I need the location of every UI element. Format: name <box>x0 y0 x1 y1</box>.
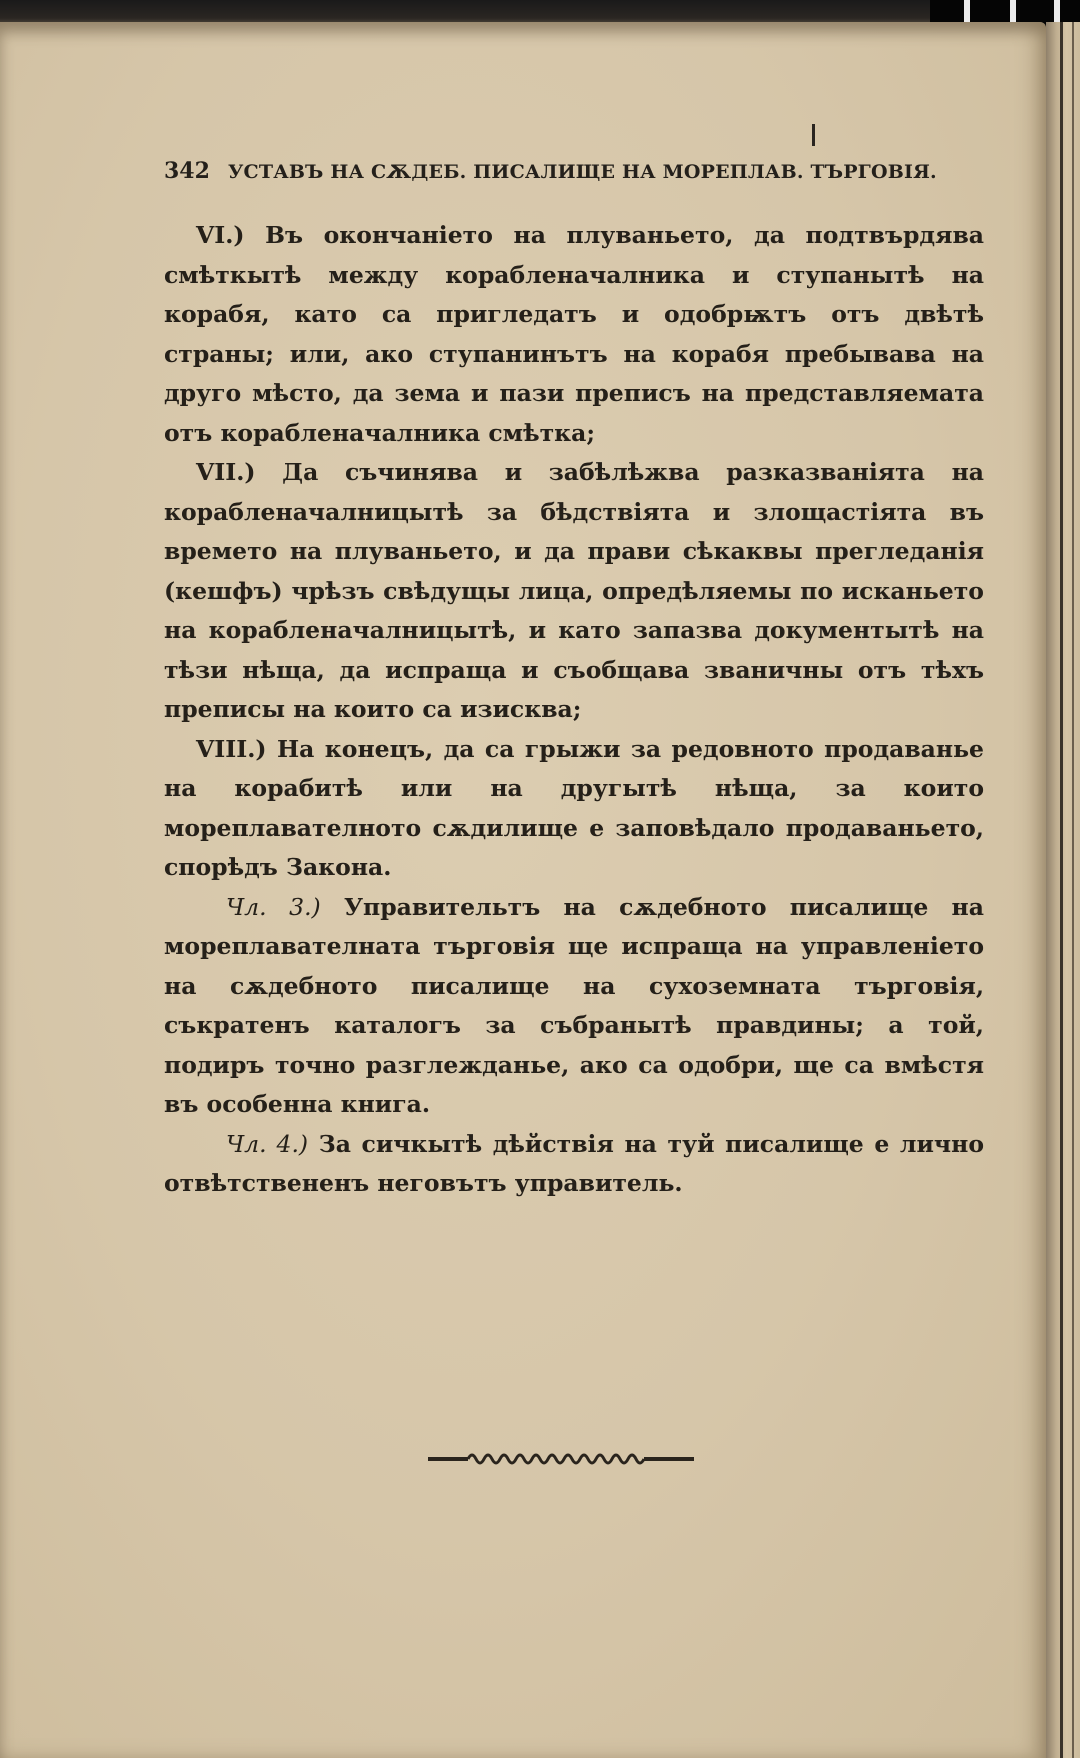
running-title: УСТАВЪ НА СѪДЕБ. ПИСАЛИЩЕ НА МОРЕПЛАВ. ТЪРГОВІЯ. <box>227 161 937 183</box>
binding-line <box>1060 22 1063 1758</box>
margin-mark <box>812 124 815 146</box>
paragraph-viii: VIII.) На конецъ, да са грыжи за редовното продаванье на корабитѣ или на другытѣ нѣща, за които мореплавателното сѫдилище е заповѣдало продаваньето, спорѣдъ Закона. <box>164 734 984 881</box>
article-4-label: Чл. 4.) <box>226 1129 309 1158</box>
paragraph-vii: VII.) Да съчинява и забѣлѣжва разказванiята на корабленачалницытѣ за бѣдствiята и злощастiята въ времето на плуваньето, и да прави сѣкаквы прегледанiя (кешфъ) чрѣзъ свѣдущы лица, опредѣляемы по исканьето на корабленачалницытѣ, и като запазва документытѣ на тѣзи нѣща, да испраща и съобщава званичны отъ тѣхъ преписы на които са изисква; <box>164 458 984 723</box>
running-header <box>164 158 937 194</box>
article-3-label: Чл. 3.) <box>226 892 321 921</box>
article-3-text: Управительтъ на сѫдебното писалище на мореплавателната търговiя ще испраща на управленiето на сѫдебното писалище на сухоземната търговiя, съкратенъ каталогъ за събранытѣ правдины; а той, подиръ точно разглежданье, ако са одобри, ще са вмѣстя въ особенна книга. <box>164 892 984 1118</box>
paragraph-vi: VI.) Въ окончаніето на плуваньето, да подтвърдява смѣткытѣ между корабленачалника и ступанытѣ на корабя, като са пригледатъ и одобрѭтъ отъ двѣтѣ страны; или, ако ступанинътъ на корабя пребывава на друго мѣсто, да зема и пази преписъ на представляемата отъ корабленачалника смѣтка; <box>164 221 984 447</box>
wavy-rule-ornament <box>428 1448 694 1470</box>
page-number: 342 <box>164 158 210 184</box>
binding-line <box>1072 22 1074 1758</box>
page-body <box>164 216 984 1204</box>
article-3 <box>164 888 984 1125</box>
article-4 <box>164 1125 984 1204</box>
page-binding-edge <box>1046 22 1080 1758</box>
article-4-text: За сичкытѣ дѣйствiя на туй писалище е лично отвѣтствененъ неговътъ управитель. <box>164 1129 984 1197</box>
